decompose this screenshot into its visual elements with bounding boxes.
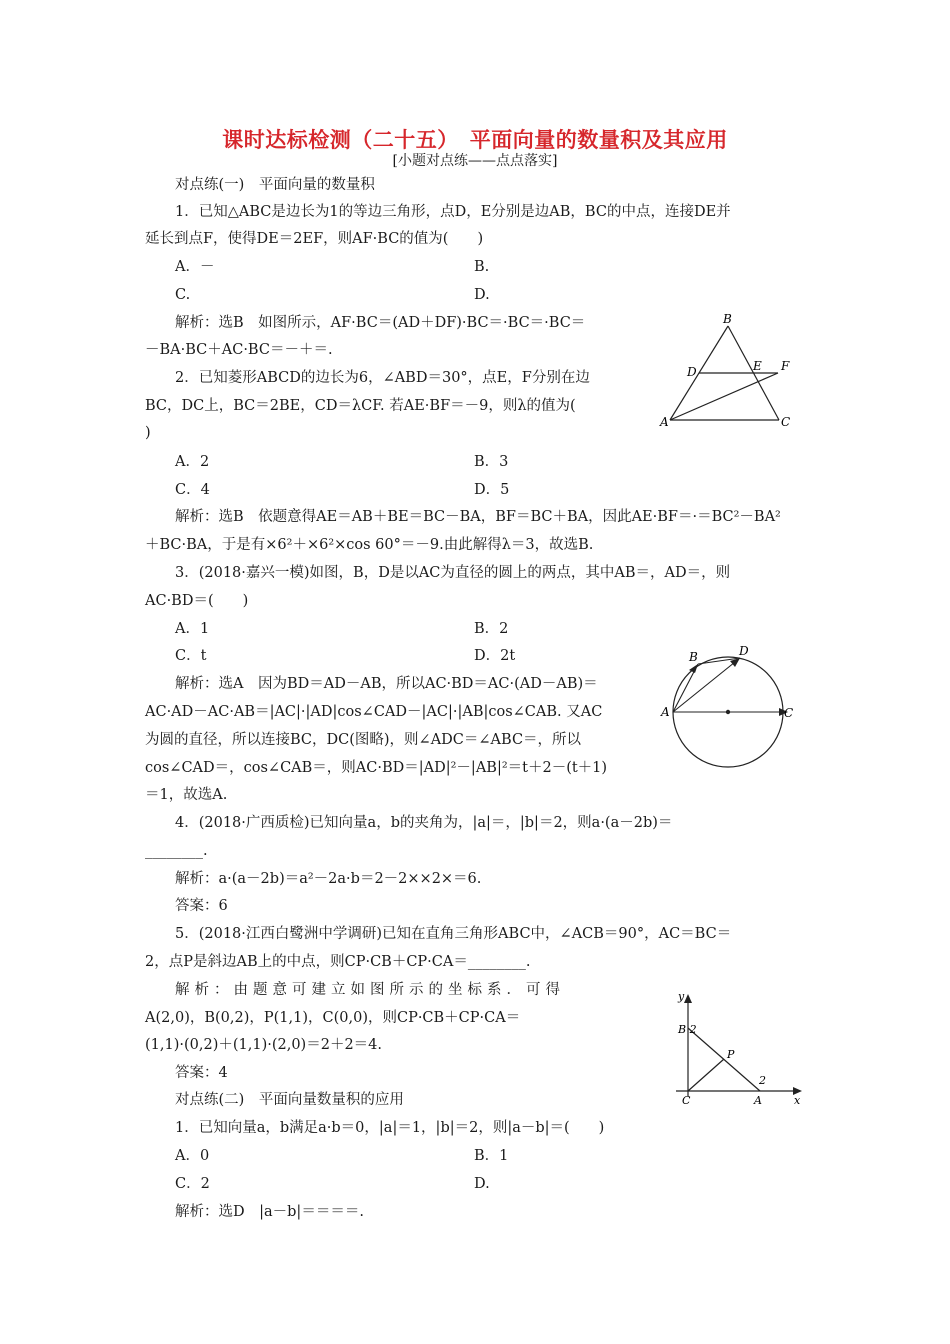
q6-option-b: B．1 [474,1148,509,1164]
q6-option-c: C．2 [175,1176,210,1192]
q3-option-b: B．2 [474,621,509,637]
q5-solution-line3: (1,1)·(0,2)＋(1,1)·(2,0)＝2＋2＝4. [145,1037,382,1053]
fig3-label-b2: B 2 [678,1023,697,1036]
q2-solution-line1: 解析：选B 依题意得AE＝AB＋BE＝BC－BA，BF＝BC＋BA，因此AE·BF＝·＝BC²－BA² [175,509,781,525]
q1-option-b: B. [474,259,490,275]
q5-stem-line2: 2，点P是斜边AB上的中点，则CP·CB＋CP·CA＝________. [145,954,531,970]
q1-solution-line1: 解析：选B 如图所示，AF·BC＝(AD＋DF)·BC＝·BC＝·BC＝ [175,315,586,331]
fig1-label-a: A [660,415,669,429]
q1-stem-line1: 1．已知△ABC是边长为1的等边三角形，点D，E分别是边AB，BC的中点，连接DE并 [175,204,731,220]
q2-option-b: B．3 [474,454,509,470]
page-title: 课时达标检测（二十五） 平面向量的数量积及其应用 [222,128,728,152]
q2-option-d: D．5 [474,482,510,498]
q3-stem-line2: AC·BD＝( ) [145,593,249,609]
q3-solution-line4: cos∠CAD＝，cos∠CAB＝，则AC·BD＝|AD|²－|AB|²＝t＋2－(t＋1) [145,760,608,776]
fig2-label-d: D [739,644,749,658]
fig3-label-p: P [727,1048,735,1061]
q3-solution-line3: 为圆的直径，所以连接BC，DC(图略)，则∠ADC＝∠ABC＝，所以 [145,732,582,748]
q6-option-d: D. [474,1176,490,1192]
fig1-label-b: B [723,312,732,326]
q1-solution-line2: －BA·BC＋AC·BC＝－＋＝. [145,342,333,358]
fig3-label-2: 2 [759,1074,766,1087]
fig3-label-y: y [678,990,685,1003]
fig1-label-e: E [753,359,762,373]
fig2-label-c: C [784,706,794,720]
q3-stem-line1: 3．(2018·嘉兴一模)如图，B，D是以AC为直径的圆上的两点，其中AB＝，AD＝，则 [175,565,731,581]
coordinate-figure [670,988,810,1108]
q5-stem-line1: 5．(2018·江西白鹭洲中学调研)已知在直角三角形ABC中，∠ACB＝90°，AC＝BC＝ [175,926,732,942]
q3-option-d: D．2t [474,648,516,664]
q1-option-a: A．－ [175,259,215,275]
q3-solution-line5: ＝1，故选A. [145,787,228,803]
q5-solution-line1: 解析：由题意可建立如图所示的坐标系．可得 [175,982,565,998]
fig3-label-c: C [682,1094,691,1107]
q4-solution: 解析：a·(a－2b)＝a²－2a·b＝2－2××2×＝6. [175,871,482,887]
fig3-label-a: A [754,1094,762,1107]
q2-stem-line1: 2．已知菱形ABCD的边长为6，∠ABD＝30°，点E，F分别在边 [175,370,590,386]
triangle-figure [655,312,805,434]
q3-option-c: C．t [175,648,207,664]
q5-solution-line2: A(2,0)，B(0,2)，P(1,1)，C(0,0)，则CP·CB＋CP·CA＝ [145,1010,521,1026]
q3-solution-line1: 解析：选A 因为BD＝AD－AB，所以AC·BD＝AC·(AD－AB)＝ [175,676,598,692]
q1-option-c: C. [175,287,191,303]
q2-option-a: A．2 [175,454,210,470]
q6-stem: 1．已知向量a，b满足a·b＝0，|a|＝1，|b|＝2，则|a－b|＝( ) [175,1120,605,1136]
fig1-label-d: D [687,365,697,379]
q1-option-d: D. [474,287,490,303]
q6-option-a: A．0 [175,1148,210,1164]
q2-stem-line3: ) [145,425,151,441]
q2-option-c: C．4 [175,482,210,498]
q5-answer: 答案：4 [175,1065,228,1081]
q3-solution-line2: AC·AD－AC·AB＝|AC|·|AD|cos∠CAD－|AC|·|AB|cos∠CAB. 又AC [145,704,603,720]
section-heading-1: 对点练(一) 平面向量的数量积 [175,177,375,193]
page-subtitle: [小题对点练——点点落实] [392,153,558,169]
fig2-label-a: A [661,705,670,719]
q2-stem-line2: BC，DC上，BC＝2BE，CD＝λCF. 若AE·BF＝－9，则λ的值为( [145,398,576,414]
section-heading-2: 对点练(二) 平面向量数量积的应用 [175,1092,404,1108]
q6-solution: 解析：选D |a－b|＝＝＝＝. [175,1204,364,1220]
q1-stem-line2: 延长到点F，使得DE＝2EF，则AF·BC的值为( ) [145,231,484,247]
fig1-label-c: C [781,415,791,429]
q2-solution-line2: ＋BC·BA，于是有×6²＋×6²×cos 60°＝－9.由此解得λ＝3，故选B. [145,537,594,553]
fig1-label-f: F [781,359,790,373]
circle-figure [660,642,800,770]
q4-answer: 答案：6 [175,898,228,914]
q4-stem-line1: 4．(2018·广西质检)已知向量a，b的夹角为，|a|＝，|b|＝2，则a·(a－2b)＝ [175,815,673,831]
q4-stem-line2: ________. [145,843,208,859]
q3-option-a: A．1 [175,621,210,637]
fig3-label-x: x [794,1094,801,1107]
fig2-label-b: B [689,650,698,664]
